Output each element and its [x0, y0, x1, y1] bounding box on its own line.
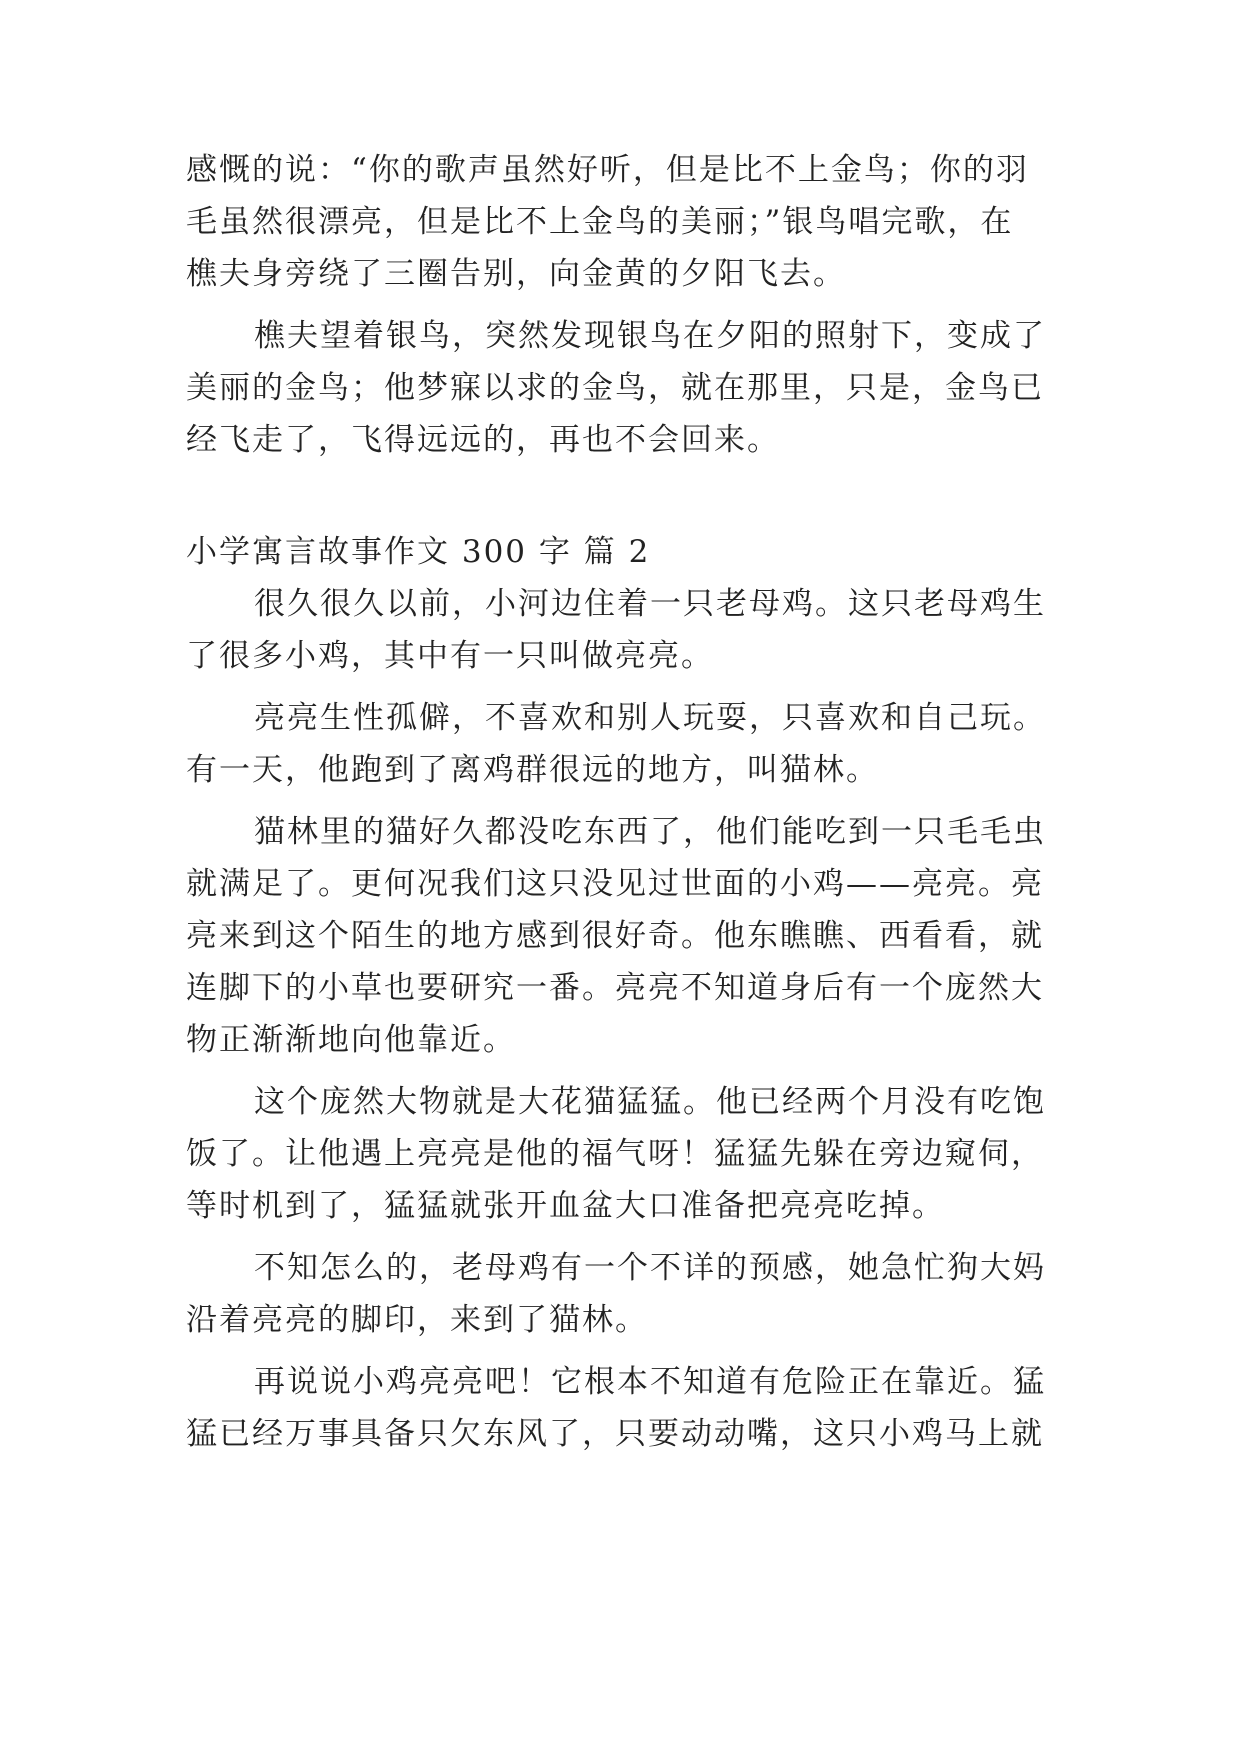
- text-line: 樵夫身旁绕了三圈告别，向金黄的夕阳飞去。: [186, 256, 846, 292]
- text-line: 连脚下的小草也要研究一番。亮亮不知道身后有一个庞然大: [186, 970, 1044, 1006]
- text-line: 亮来到这个陌生的地方感到很好奇。他东瞧瞧、西看看，就: [186, 918, 1044, 954]
- paragraph-first-line: 樵夫望着银鸟，突然发现银鸟在夕阳的照射下，变成了: [254, 318, 1046, 354]
- text-line: 饭了。让他遇上亮亮是他的福气呀！猛猛先躲在旁边窥伺，: [186, 1136, 1044, 1172]
- paragraph-first-line: 很久很久以前，小河边住着一只老母鸡。这只老母鸡生: [254, 586, 1046, 622]
- paragraph-first-line: 不知怎么的，老母鸡有一个不详的预感，她急忙狗大妈: [254, 1250, 1046, 1286]
- paragraph-first-line: 这个庞然大物就是大花猫猛猛。他已经两个月没有吃饱: [254, 1084, 1046, 1120]
- text-line: 毛虽然很漂亮，但是比不上金鸟的美丽；”银鸟唱完歌，在: [186, 204, 1014, 240]
- text-line: 了很多小鸡，其中有一只叫做亮亮。: [186, 638, 714, 674]
- text-line: 美丽的金鸟；他梦寐以求的金鸟，就在那里，只是，金鸟已: [186, 370, 1044, 406]
- section-heading: 小学寓言故事作文 300 字 篇 2: [186, 534, 651, 570]
- text-line: 沿着亮亮的脚印，来到了猫林。: [186, 1302, 648, 1338]
- text-line: 猛已经万事具备只欠东风了，只要动动嘴，这只小鸡马上就: [186, 1416, 1044, 1452]
- paragraph-first-line: 猫林里的猫好久都没吃东西了，他们能吃到一只毛毛虫: [254, 814, 1046, 850]
- paragraph-first-line: 亮亮生性孤僻，不喜欢和别人玩耍，只喜欢和自己玩。: [254, 700, 1046, 736]
- text-line: 经飞走了，飞得远远的，再也不会回来。: [186, 422, 780, 458]
- text-line: 就满足了。更何况我们这只没见过世面的小鸡——亮亮。亮: [186, 866, 1044, 902]
- text-line: 等时机到了，猛猛就张开血盆大口准备把亮亮吃掉。: [186, 1188, 945, 1224]
- text-line: 有一天，他跑到了离鸡群很远的地方，叫猫林。: [186, 752, 879, 788]
- text-line: 物正渐渐地向他靠近。: [186, 1022, 516, 1058]
- text-line: 感慨的说：“你的歌声虽然好听，但是比不上金鸟；你的羽: [186, 152, 1029, 188]
- paragraph-first-line: 再说说小鸡亮亮吧！它根本不知道有危险正在靠近。猛: [254, 1364, 1046, 1400]
